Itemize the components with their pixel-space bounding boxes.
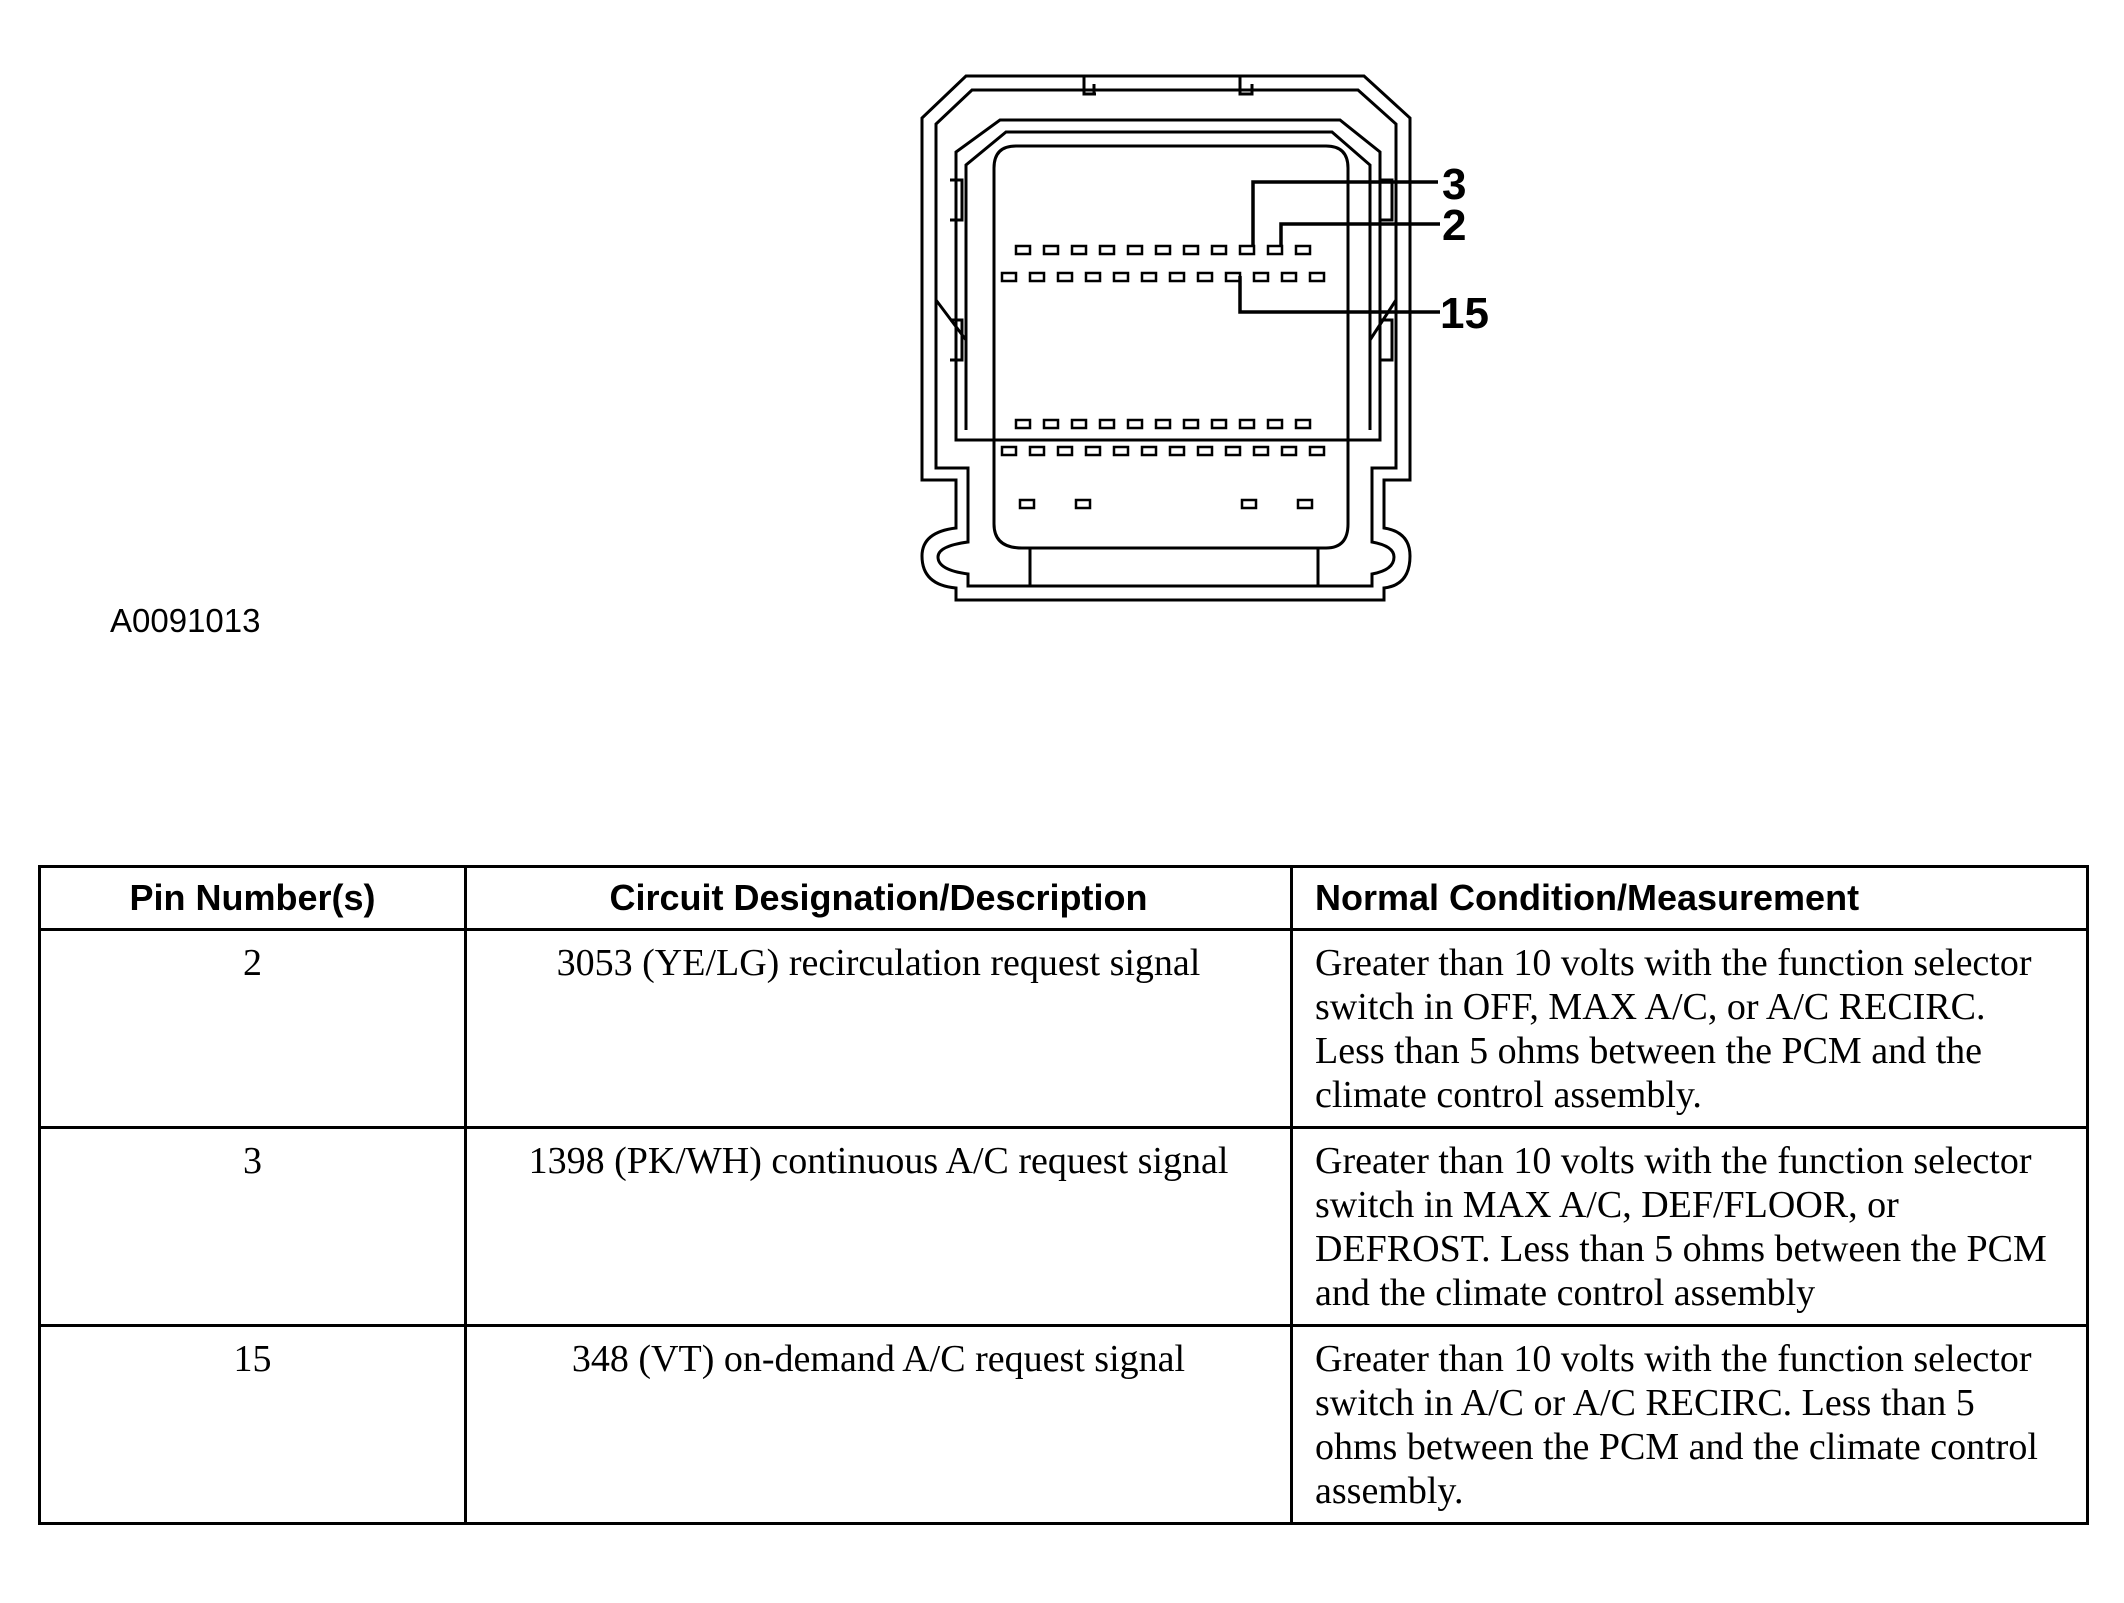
- cell-circuit: 3053 (YE/LG) recirculation request signal: [466, 930, 1292, 1128]
- pin-cavity: [1114, 273, 1128, 281]
- pin-cavity: [1072, 246, 1086, 254]
- pin-cavity: [1254, 273, 1268, 281]
- connector-face-diagram: [0, 0, 2124, 620]
- pin-cavity: [1310, 273, 1324, 281]
- pin-cavity: [1100, 420, 1114, 428]
- cell-condition: Greater than 10 volts with the function selector switch in MAX A/C, DEF/FLOOR, or DEFROST. Less than 5 ohms between the PCM and the climate control assembly: [1292, 1128, 2088, 1326]
- pin-cavity: [1226, 447, 1240, 455]
- pin-cavity: [1240, 420, 1254, 428]
- pin-cavity: [1184, 246, 1198, 254]
- callout-label-3: 3: [1442, 160, 1467, 209]
- pin-cavity: [1298, 500, 1312, 508]
- header-circuit: Circuit Designation/Description: [466, 867, 1292, 930]
- pin-cavity: [1002, 273, 1016, 281]
- cell-condition: Greater than 10 volts with the function selector switch in OFF, MAX A/C, or A/C RECIRC. Less than 5 ohms between the PCM and the climate control assembly.: [1292, 930, 2088, 1128]
- callout-label-15: 15: [1440, 289, 1489, 338]
- pin-cavity: [1268, 246, 1282, 254]
- connector-outline: [922, 76, 1410, 600]
- pin-cavity: [1044, 246, 1058, 254]
- pin-cavity: [1170, 273, 1184, 281]
- pin-cavity: [1142, 273, 1156, 281]
- pin-cavity: [1226, 273, 1240, 281]
- table-row: [40, 930, 2088, 1128]
- cell-pin: 3: [40, 1128, 466, 1326]
- pin-cavity: [1296, 420, 1310, 428]
- pin-cavity: [1020, 500, 1034, 508]
- pin-cavity: [1086, 273, 1100, 281]
- cell-pin: 2: [40, 930, 466, 1128]
- pin-cavity: [1058, 447, 1072, 455]
- cell-circuit: 348 (VT) on-demand A/C request signal: [466, 1326, 1292, 1524]
- pin-cavity: [1002, 447, 1016, 455]
- pin-array: [1002, 246, 1324, 508]
- pin-cavity: [1114, 447, 1128, 455]
- pin-cavity: [1156, 420, 1170, 428]
- cell-condition: Greater than 10 volts with the function selector switch in A/C or A/C RECIRC. Less than 5 ohms between the PCM and the climate control assembly.: [1292, 1326, 2088, 1524]
- pin-cavity: [1142, 447, 1156, 455]
- pin-cavity: [1170, 447, 1184, 455]
- table-row: [40, 1128, 2088, 1326]
- pin-cavity: [1030, 447, 1044, 455]
- pin-cavity: [1198, 273, 1212, 281]
- pin-table: [38, 865, 2089, 1525]
- pin-cavity: [1128, 420, 1142, 428]
- pin-cavity: [1240, 246, 1254, 254]
- pin-cavity: [1212, 246, 1226, 254]
- figure-id: A0091013: [110, 602, 261, 639]
- pin-cavity: [1198, 447, 1212, 455]
- pin-cavity: [1242, 500, 1256, 508]
- pin-cavity: [1044, 420, 1058, 428]
- header-pin-number: Pin Number(s): [40, 867, 466, 930]
- pin-cavity: [1282, 273, 1296, 281]
- pin-cavity: [1296, 246, 1310, 254]
- pin-cavity: [1184, 420, 1198, 428]
- pin-cavity: [1030, 273, 1044, 281]
- pin-cavity: [1076, 500, 1090, 508]
- pin-cavity: [1128, 246, 1142, 254]
- cell-pin: 15: [40, 1326, 466, 1524]
- pin-cavity: [1310, 447, 1324, 455]
- pin-cavity: [1156, 246, 1170, 254]
- pin-cavity: [1282, 447, 1296, 455]
- pin-cavity: [1072, 420, 1086, 428]
- pin-cavity: [1254, 447, 1268, 455]
- pin-cavity: [1100, 246, 1114, 254]
- pin-cavity: [1086, 447, 1100, 455]
- callout-leader-pin-2: [1281, 224, 1440, 246]
- pin-cavity: [1212, 420, 1226, 428]
- table-header-row: [40, 867, 2088, 930]
- pin-cavity: [1058, 273, 1072, 281]
- pin-cavity: [1016, 246, 1030, 254]
- header-condition: Normal Condition/Measurement: [1292, 867, 2088, 930]
- cell-circuit: 1398 (PK/WH) continuous A/C request signal: [466, 1128, 1292, 1326]
- pin-cavity: [1016, 420, 1030, 428]
- table-row: [40, 1326, 2088, 1524]
- callout-label-2: 2: [1442, 201, 1467, 250]
- pin-cavity: [1268, 420, 1282, 428]
